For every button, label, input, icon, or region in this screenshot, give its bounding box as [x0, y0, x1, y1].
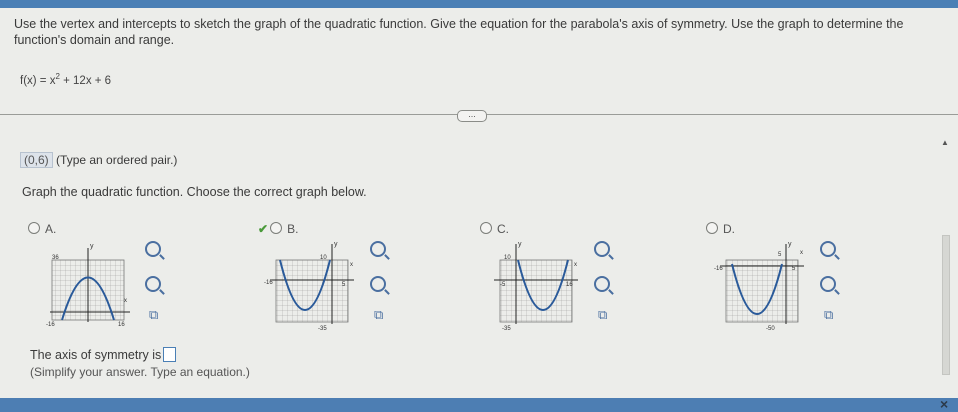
- radio-a[interactable]: [28, 222, 40, 234]
- option-d[interactable]: D.: [706, 222, 735, 236]
- tick-left: -16: [46, 322, 55, 328]
- graph-d: [712, 240, 812, 335]
- zoom-out-icon-b[interactable]: [370, 276, 386, 292]
- zoom-in-icon-c[interactable]: [594, 241, 610, 257]
- axis-of-symmetry-row: [30, 347, 176, 362]
- radio-c[interactable]: [480, 222, 492, 234]
- checkmark-icon: ✔: [258, 222, 269, 236]
- zoom-in-icon-d[interactable]: [820, 241, 836, 257]
- open-new-window-icon-b[interactable]: ⧉: [374, 307, 384, 322]
- tick-top: 10: [320, 255, 327, 261]
- tick-right: 16: [566, 282, 573, 288]
- expand-more-button[interactable]: ...: [457, 110, 487, 122]
- zoom-out-icon-a[interactable]: [145, 276, 161, 292]
- open-new-window-icon-a[interactable]: ⧉: [149, 307, 159, 322]
- y-axis-label: y: [788, 241, 792, 248]
- option-a[interactable]: A.: [28, 222, 56, 236]
- x-axis-label: x: [574, 262, 577, 268]
- y-axis-label: y: [518, 241, 522, 248]
- tick-left: -16: [264, 280, 273, 286]
- zoom-out-icon-d[interactable]: [820, 276, 836, 292]
- tick-left: -5: [500, 282, 506, 288]
- radio-d[interactable]: [706, 222, 718, 234]
- symmetry-hint: (Simplify your answer. Type an equation.): [30, 365, 250, 379]
- top-bar: [0, 0, 958, 8]
- tick-top: 5: [778, 252, 782, 258]
- scroll-up-icon[interactable]: ▲: [941, 138, 949, 147]
- option-b[interactable]: ✔ B.: [258, 222, 299, 236]
- previous-answer-row: [20, 152, 177, 168]
- graph-c: [486, 240, 586, 335]
- graph-b: [262, 240, 362, 335]
- radio-b[interactable]: [270, 222, 282, 234]
- tick-left: -16: [714, 266, 723, 272]
- bottom-bar: [0, 398, 958, 412]
- symmetry-prompt: The axis of symmetry is: [30, 348, 162, 362]
- option-c[interactable]: C.: [480, 222, 509, 236]
- answer-value: (0,6): [20, 152, 53, 168]
- answer-hint: (Type an ordered pair.): [56, 153, 178, 167]
- tick-bottom: -35: [502, 326, 511, 330]
- function-expression: $f(x) = x^2 + 12x + 6$: [20, 72, 112, 87]
- tick-top: 36: [52, 255, 59, 261]
- zoom-out-icon-c[interactable]: [594, 276, 610, 292]
- tick-right: 16: [118, 322, 125, 328]
- x-axis-label: x: [800, 250, 803, 256]
- open-new-window-icon-d[interactable]: ⧉: [824, 307, 834, 322]
- question-text: Use the vertex and intercepts to sketch the graph of the quadratic function. Give the equation for the parabola's axis of symmetry. Use the graph to determine the function's domain and range.: [14, 17, 904, 47]
- vertical-scrollbar[interactable]: [936, 138, 952, 388]
- tick-right: 5: [342, 282, 346, 288]
- symmetry-answer-input[interactable]: [163, 347, 176, 362]
- y-axis-label: y: [90, 243, 94, 250]
- y-axis-label: y: [334, 241, 338, 248]
- zoom-in-icon-a[interactable]: [145, 241, 161, 257]
- tick-bottom: -35: [318, 326, 327, 330]
- tick-top: 10: [504, 255, 511, 261]
- graph-instruction: Graph the quadratic function. Choose the correct graph below.: [22, 185, 367, 199]
- graph-a: [40, 240, 140, 335]
- tick-right: 5: [792, 266, 796, 272]
- open-new-window-icon-c[interactable]: ⧉: [598, 307, 608, 322]
- tick-bottom: -50: [766, 326, 775, 330]
- zoom-in-icon-b[interactable]: [370, 241, 386, 257]
- x-axis-label: x: [124, 298, 127, 304]
- close-icon[interactable]: ×: [940, 396, 949, 412]
- x-axis-label: x: [350, 262, 353, 268]
- scroll-thumb[interactable]: [942, 235, 950, 375]
